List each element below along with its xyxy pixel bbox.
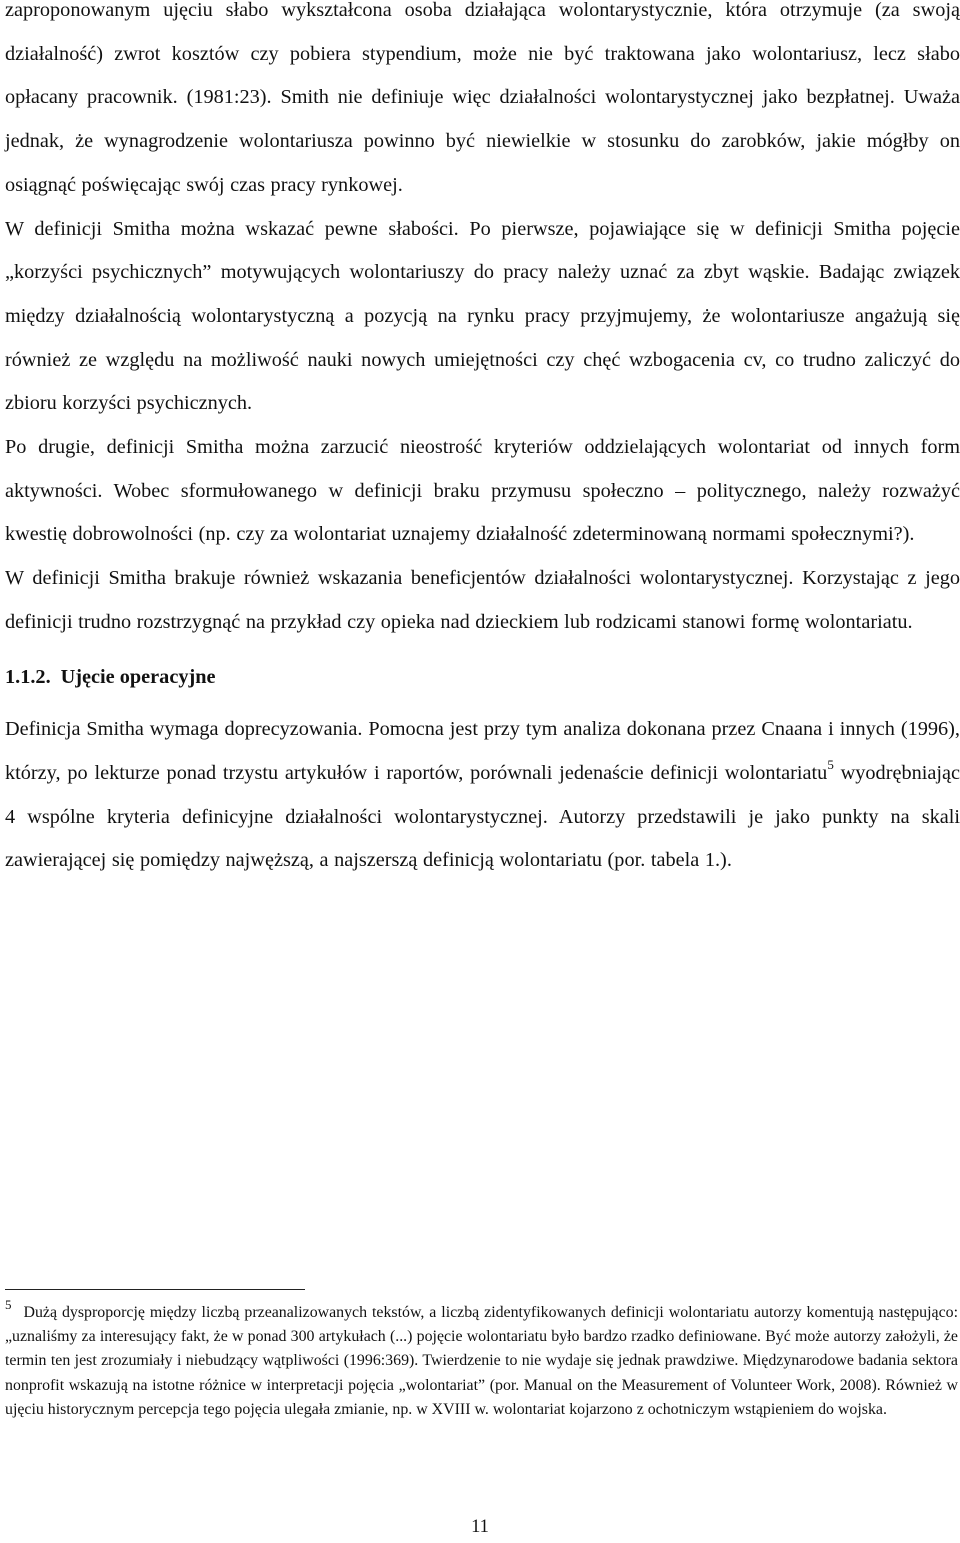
footnote-text: Dużą dysproporcję między liczbą przeanalizowanych tekstów, a liczbą zidentyfikowanych definicji wolontariatu autorzy komentują następująco: „uznaliśmy za interesujący fakt, że w ponad 300 artykułach (...) pojęcie wolontariatu było bardzo rzadko definiowane. Być może autorzy założyli, że termin ten jest zrozumiały i niebudzący wątpliwości (1996:369). Twierdzenie to nie wydaje się jednak prawdziwe. Międzynarodowe badania sektora nonprofit wskazują na istotne różnice w interpretacji pojęcia „wolontariat” (por. Manual on the Measurement of Volunteer Work, 2008). Również w ujęciu historycznym percepcja tego pojęcia ulegała zmianie, np. w XVIII w. wolontariat kojarzono z ochotniczym wstąpieniem do wojska. [5,1304,958,1418]
footnote-separator [5,1289,305,1290]
paragraph-text-before-ref: Definicja Smitha wymaga doprecyzowania. Pomocna jest przy tym analiza dokonana przez Cnaana i innych (1996), którzy, po lekturze ponad trzystu artykułów i raportów, porównali jedenaście definicji wolontariatu [5,718,960,784]
paragraph-operational-definition [5,708,960,883]
footnote-reference[interactable]: 5 [827,757,834,773]
paragraph-beneficiaries: W definicji Smitha brakuje również wskazania beneficjentów działalności wolontarystycznej. Korzystając z jego definicji trudno rozstrzygnąć na przykład czy opieka nad dzieckiem lub rodzicami stanowi formę wolontariatu. [5,567,960,633]
paragraph-text-after-ref: wyodrębniając 4 wspólne kryteria definicyjne działalności wolontarystycznej. Autorzy przedstawili je jako punkty na skali zawierającej się pomiędzy najwęższą, a najszerszą definicją wolontariatu (por. tabela 1.). [5,761,960,872]
section-heading [5,656,960,700]
paragraph-continuation: zaproponowanym ujęciu słabo wykształcona osoba działająca wolontarystycznie, która otrzymuje (za swoją działalność) zwrot kosztów czy pobiera stypendium, może nie być traktowana jako wolontariusz, lecz słabo opłacany pracownik. (1981:23). Smith nie definiuje więc działalności wolontarystycznej jako bezpłatnej. Uważa jednak, że wynagrodzenie wolontariusza powinno być niewielkie w stosunku do zarobków, jakie mógłby on osiągnąć poświęcając swój czas pracy rynkowej. [5,0,960,196]
paragraph-weaknesses: W definicji Smitha można wskazać pewne słabości. Po pierwsze, pojawiające się w definicji Smitha pojęcie „korzyści psychicznych” motywujących wolontariuszy do pracy należy uznać za zbyt wąskie. Badając związek między działalnością wolontarystyczną a pozycją na rynku pracy przyjmujemy, że wolontariusze angażują się również ze względu na możliwość nauki nowych umiejętności czy chęć wzbogacenia cv, co trudno zaliczyć do zbioru korzyści psychicznych. [5,217,960,415]
page-number: 11 [471,1517,489,1537]
paragraph-second-weakness: Po drugie, definicji Smitha można zarzucić nieostrość kryteriów oddzielających wolontariat od innych form aktywności. Wobec sformułowanego w definicji braku przymusu społeczno – politycznego, należy rozważyć kwestię dobrowolności (np. czy za wolontariat uznajemy działalność zdeterminowaną normami społecznymi?). [5,436,960,546]
section-number: 1.1.2. [5,665,51,688]
footnote-mark: 5 [5,1297,12,1312]
footnote [5,1297,958,1422]
document-page [5,0,960,883]
section-title: Ujęcie operacyjne [60,665,216,688]
